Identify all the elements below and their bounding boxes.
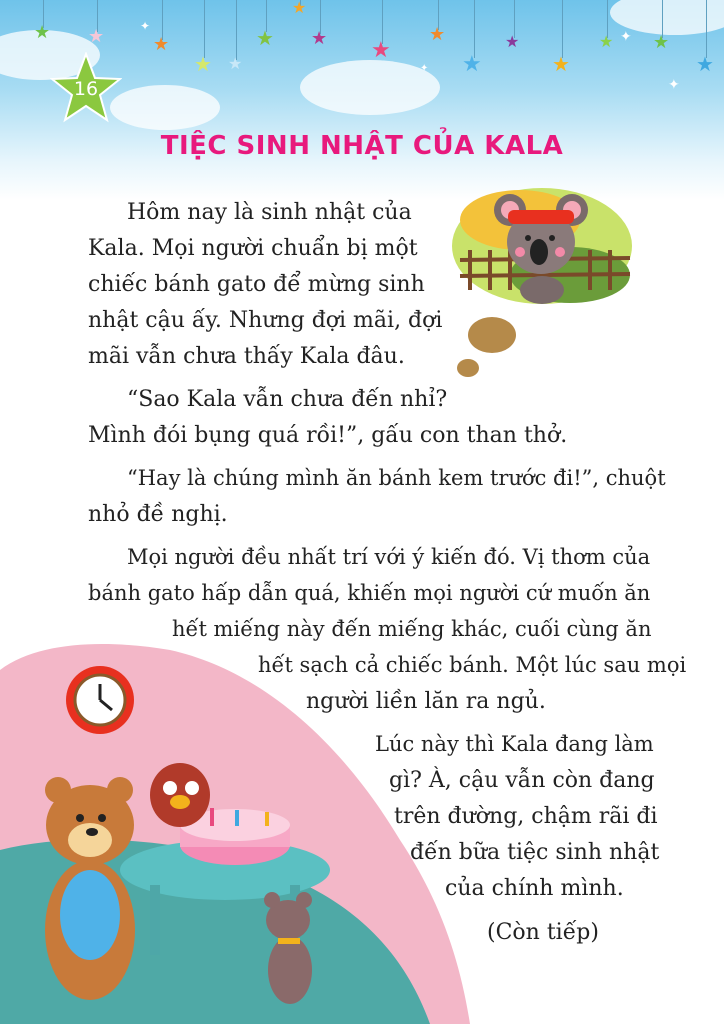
koala-thought-bubble bbox=[450, 180, 640, 380]
story-line: nhật cậu ấy. Nhưng đợi mãi, đợi bbox=[88, 308, 443, 333]
story-line: Lúc này thì Kala đang làm bbox=[375, 732, 654, 756]
story-line: hết sạch cả chiếc bánh. Một lúc sau mọi bbox=[258, 653, 687, 677]
story-line: đến bữa tiệc sinh nhật bbox=[410, 840, 660, 865]
cloud-decoration bbox=[300, 60, 440, 115]
story-title: TIỆC SINH NHẬT CỦA KALA bbox=[160, 131, 564, 161]
birthday-party-illustration bbox=[0, 660, 360, 1024]
story-line: trên đường, chậm rãi đi bbox=[394, 804, 658, 829]
story-line: người liền lăn ra ngủ. bbox=[306, 689, 546, 714]
wall-clock-icon bbox=[66, 666, 134, 734]
story-line: Mọi người đều nhất trí với ý kiến đó. Vị thơm của bbox=[127, 545, 651, 569]
story-line: của chính mình. bbox=[445, 876, 624, 901]
story-line: mãi vẫn chưa thấy Kala đâu. bbox=[88, 344, 405, 369]
story-line: Kala. Mọi người chuẩn bị một bbox=[88, 236, 418, 261]
story-line: bánh gato hấp dẫn quá, khiến mọi người cứ muốn ăn bbox=[88, 581, 651, 605]
story-line: “Sao Kala vẫn chưa đến nhỉ? bbox=[127, 387, 448, 412]
story-line: nhỏ đề nghị. bbox=[88, 502, 228, 527]
story-line: chiếc bánh gato để mừng sinh bbox=[88, 272, 425, 297]
story-line: gì? À, cậu vẫn còn đang bbox=[389, 768, 655, 793]
to-be-continued: (Còn tiếp) bbox=[487, 920, 599, 945]
story-line: Hôm nay là sinh nhật của bbox=[127, 200, 412, 225]
page-number: 16 bbox=[73, 78, 99, 100]
story-line: Mình đói bụng quá rồi!”, gấu con than thở. bbox=[88, 423, 568, 448]
cloud-decoration bbox=[110, 85, 220, 130]
story-line: hết miếng này đến miếng khác, cuối cùng ăn bbox=[172, 617, 652, 641]
story-line: “Hay là chúng mình ăn bánh kem trước đi!”, chuột bbox=[127, 466, 666, 490]
